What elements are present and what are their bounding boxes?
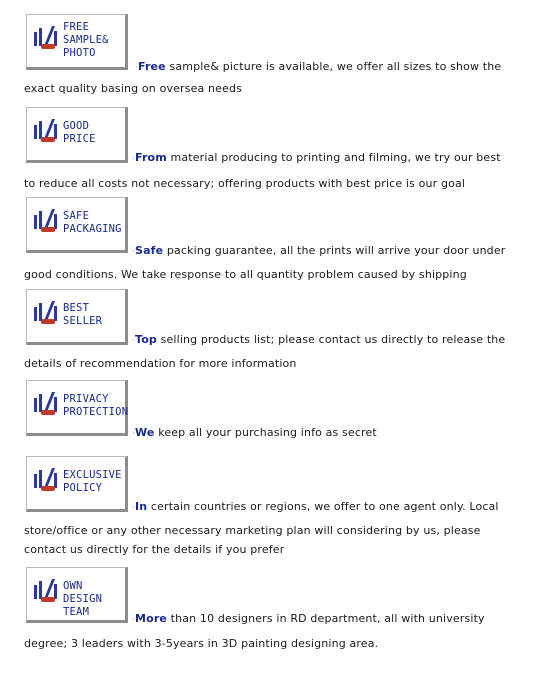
feature-first-line: ·Safe packing guarantee, all the prints will arrive your door under: [132, 244, 506, 257]
feature-first-line: ·In certain countries or regions, we offer to one agent only. Local: [132, 500, 499, 513]
company-logo-icon: [32, 206, 62, 234]
feature-continuation-line: to reduce all costs not necessary; offering products with best price is our goal: [24, 177, 466, 190]
feature-text: material producing to printing and filming, we try our best: [170, 151, 501, 164]
feature-continuation-line: details of recommendation for more information: [24, 357, 297, 370]
feature-badge: [26, 14, 128, 70]
feature-text: certain countries or regions, we offer to one agent only. Local: [150, 500, 499, 513]
feature-lead-word: In: [135, 500, 148, 513]
feature-lead-word: Top: [135, 333, 157, 346]
badge-label: OWN DESIGN TEAM: [63, 580, 103, 618]
badge-label: GOOD PRICE: [63, 120, 96, 145]
feature-lead-word: Safe: [135, 244, 164, 257]
feature-first-line: ·From material producing to printing and filming, we try our best: [132, 151, 501, 164]
feature-first-line: ·More than 10 designers in RD department, all with university: [132, 612, 485, 625]
company-logo-icon: [32, 465, 62, 493]
feature-lead-word: More: [135, 612, 168, 625]
feature-badge: [26, 289, 128, 345]
company-logo-icon: [32, 389, 62, 417]
feature-continuation-line: degree; 3 leaders with 3-5years in 3D painting designing area.: [24, 637, 379, 650]
feature-badge: [26, 197, 128, 253]
feature-badge: [26, 456, 128, 512]
feature-lead-word: We: [135, 426, 155, 439]
feature-badge: [26, 567, 128, 623]
badge-label: PRIVACY PROTECTION: [63, 393, 129, 418]
feature-text: keep all your purchasing info as secret: [158, 426, 377, 439]
feature-text: than 10 designers in RD department, all with university: [170, 612, 485, 625]
feature-lead-word: Free: [138, 60, 166, 73]
feature-continuation-line: store/office or any other necessary marketing plan will considering by us, please: [24, 524, 481, 537]
feature-lead-word: From: [135, 151, 167, 164]
feature-continuation-line: good conditions. We take response to all quantity problem caused by shipping: [24, 268, 467, 281]
feature-text: packing guarantee, all the prints will arrive your door under: [166, 244, 506, 257]
feature-first-line: ·We keep all your purchasing info as secret: [132, 426, 377, 439]
feature-first-line: ·Free sample& picture is available, we offer all sizes to show the: [135, 60, 502, 73]
badge-label: FREE SAMPLE& PHOTO: [63, 21, 109, 59]
company-logo-icon: [32, 576, 62, 604]
feature-badge: [26, 107, 128, 163]
company-logo-icon: [32, 116, 62, 144]
feature-continuation-line: exact quality basing on oversea needs: [24, 82, 243, 95]
badge-label: BEST SELLER: [63, 302, 103, 327]
feature-badge: [26, 380, 128, 436]
feature-continuation-line: contact us directly for the details if you prefer: [24, 543, 285, 556]
feature-first-line: ·Top selling products list; please contact us directly to release the: [132, 333, 506, 346]
company-logo-icon: [32, 298, 62, 326]
feature-text: sample& picture is available, we offer all sizes to show the: [169, 60, 502, 73]
badge-label: EXCLUSIVE POLICY: [63, 469, 122, 494]
badge-label: SAFE PACKAGING: [63, 210, 122, 235]
company-logo-icon: [32, 23, 62, 51]
feature-text: selling products list; please contact us directly to release the: [160, 333, 506, 346]
